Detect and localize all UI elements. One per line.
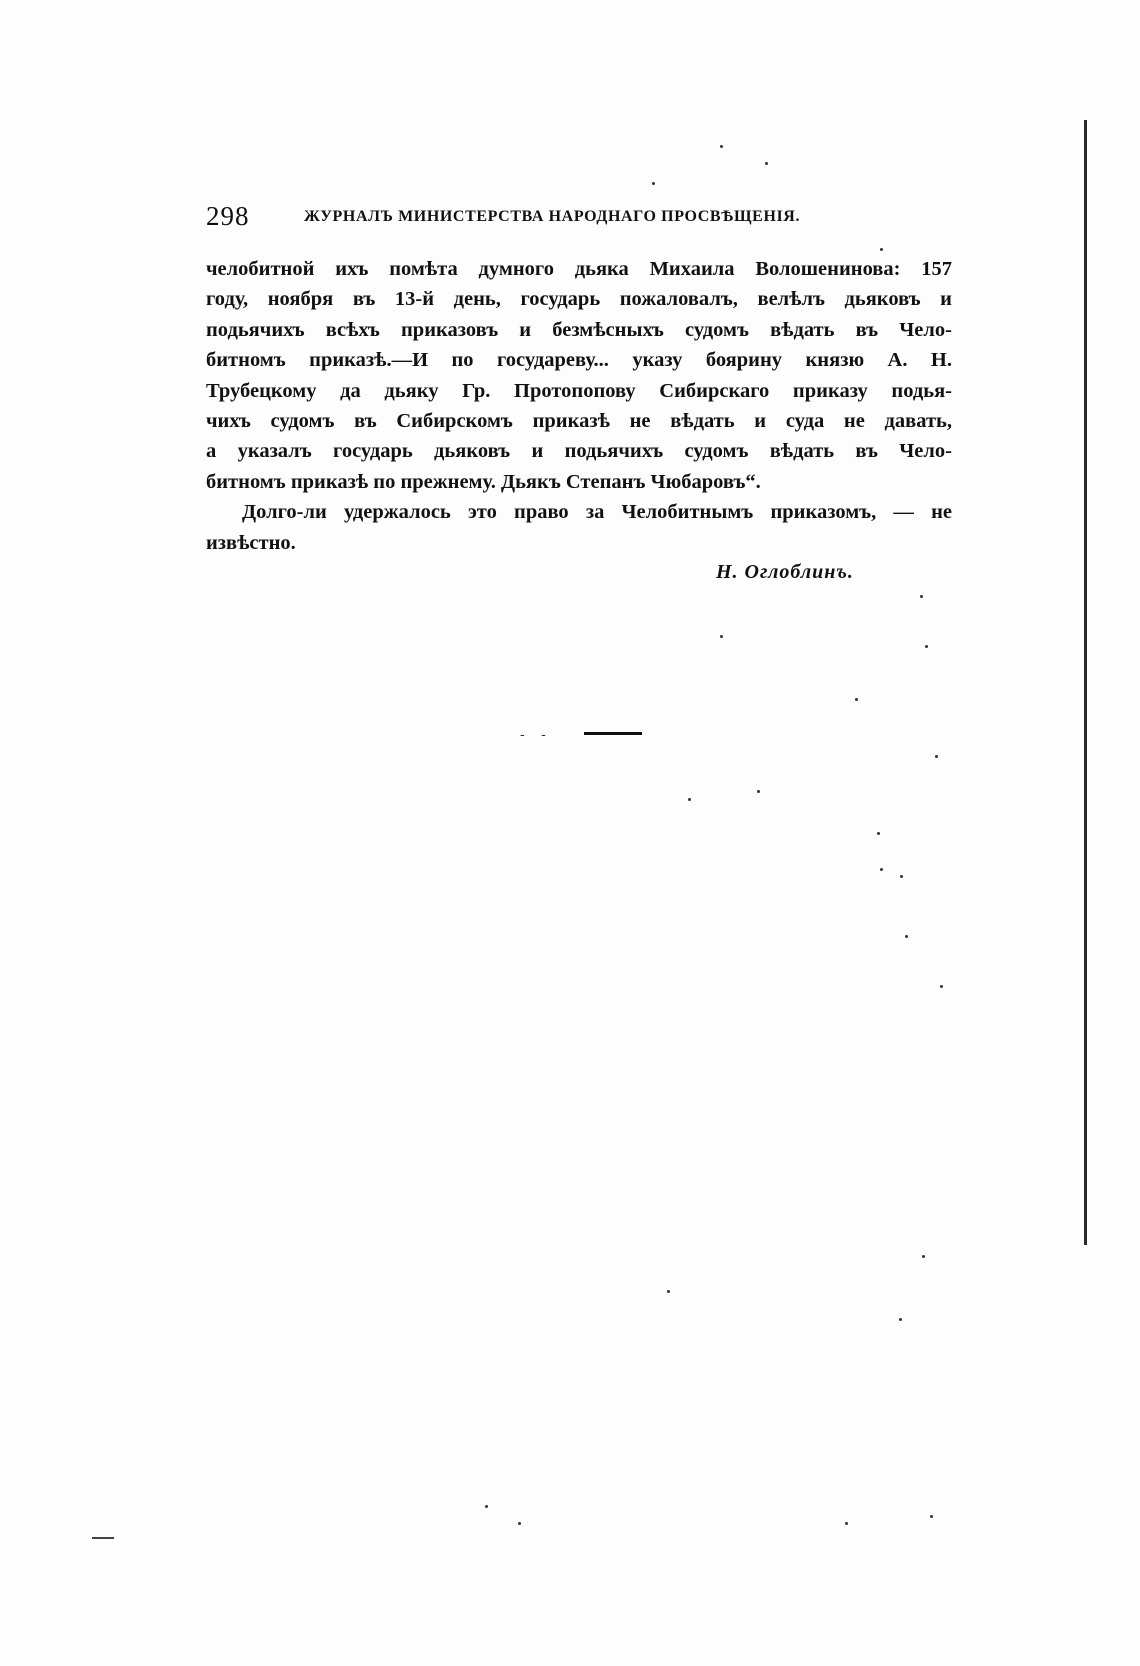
text-line: Трубецкому да дьяку Гр. Протопопову Сибирскаго приказу подья-: [206, 379, 952, 402]
scan-speck: [930, 1515, 933, 1518]
scan-speck: [877, 832, 880, 835]
scan-speck: [757, 790, 760, 793]
scan-speck: [485, 1505, 488, 1508]
text-line: а указалъ государь дьяковъ и подьячихъ судомъ вѣдать въ Чело-: [206, 440, 952, 463]
scan-speck: [765, 162, 768, 165]
paragraph-1: [206, 254, 952, 497]
scan-speck: [925, 645, 928, 648]
page-number: 298: [206, 201, 250, 231]
body-text: [206, 254, 952, 558]
scan-speck: [880, 248, 883, 251]
running-title: ЖУРНАЛЪ МИНИСТЕРСТВА НАРОДНАГО ПРОСВѢЩЕНІЯ.: [304, 208, 801, 225]
page-header: [206, 201, 966, 235]
scan-speck: [855, 698, 858, 701]
text-line: битномъ приказѣ.—И по государеву... указу боярину князю А. Н.: [206, 349, 952, 372]
scan-speck: [905, 935, 908, 938]
paragraph-2: [206, 497, 952, 558]
text-line: году, ноября въ 13-й день, государь пожаловалъ, велѣлъ дьяковъ и: [206, 288, 952, 311]
scan-speck: [920, 595, 923, 598]
scan-speck: [922, 1255, 925, 1258]
scan-speck: [845, 1522, 848, 1525]
scan-speck: [720, 145, 723, 148]
scan-speck: [880, 868, 883, 871]
scan-mark: [92, 1537, 114, 1539]
page-edge-line: [1084, 120, 1087, 1245]
separator-dots: - -: [520, 727, 552, 743]
text-line: Долго-ли удержалось это право за Челобитнымъ приказомъ, — не: [242, 501, 952, 524]
author-signature: Н. Оглоблинъ.: [716, 561, 854, 583]
scan-speck: [518, 1522, 521, 1525]
scan-speck: [935, 755, 938, 758]
text-line: битномъ приказѣ по прежнему. Дьякъ Степанъ Чюбаровъ“.: [206, 470, 761, 493]
text-line: подьячихъ всѣхъ приказовъ и безмѣсныхъ судомъ вѣдать въ Чело-: [206, 318, 952, 341]
scan-speck: [900, 875, 903, 878]
scan-speck: [652, 182, 655, 185]
scan-speck: [667, 1290, 670, 1293]
scan-speck: [899, 1318, 902, 1321]
scan-speck: [688, 798, 691, 801]
scan-speck: [720, 635, 723, 638]
text-line: челобитной ихъ помѣта думного дьяка Михаила Волошенинова: 157: [206, 258, 952, 280]
scan-speck: [940, 985, 943, 988]
text-line: чихъ судомъ въ Сибирскомъ приказѣ не вѣдать и суда не давать,: [206, 409, 952, 432]
text-line: извѣстно.: [206, 531, 296, 554]
section-separator: [584, 732, 642, 735]
